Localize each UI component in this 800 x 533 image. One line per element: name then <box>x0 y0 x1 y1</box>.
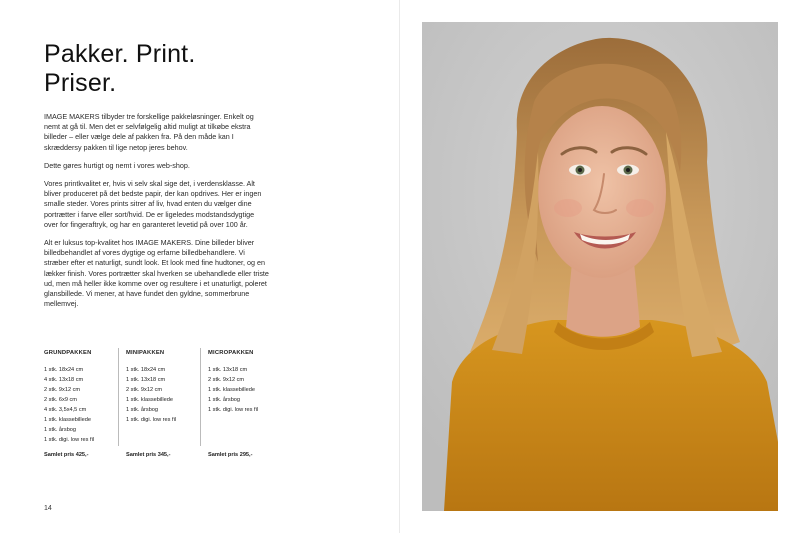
paragraph-retouching: Alt er luksus top-kvalitet hos IMAGE MAKERS. Dine billeder bliver billedbehandlet af vores dygtige og erfarne billedbehandlere. Vi stræber efter et naturligt, sundt look. Et look med fine hudtoner, og en lækker finish. Vores portrætter skal hverken se ubehandlede eller triste ud, men må heller ikke komme over og resultere i et unaturligt, poleret glansbillede. Vi mener, at have fundet den gyldne, sommerbrune mellemvej. <box>44 238 269 309</box>
portrait-illustration <box>422 22 778 511</box>
package-item: 1 stk. klassebillede <box>126 397 173 403</box>
package-item: 1 stk. 13x18 cm <box>126 377 166 383</box>
package-name: MINIPAKKEN <box>126 350 165 356</box>
paragraph-webshop: Dette gøres hurtigt og nemt i vores web-shop. <box>44 160 190 170</box>
portrait-photo <box>422 22 778 511</box>
page-title <box>44 40 195 98</box>
package-total-price: Samlet pris 425,- <box>44 452 89 458</box>
package-item: 1 stk. 18x24 cm <box>126 367 166 373</box>
package-item: 1 stk. 13x18 cm <box>208 367 248 373</box>
package-items <box>126 365 206 425</box>
package-item: 1 stk. digi. low res fil <box>126 417 177 423</box>
pupil-right <box>626 168 630 172</box>
package-total-price: Samlet pris 345,- <box>126 452 171 458</box>
package-item: 1 stk. årsbog <box>208 397 241 403</box>
package-column-minipakken <box>126 348 206 466</box>
package-item: 2 stk. 9x12 cm <box>208 377 245 383</box>
package-item: 1 stk. digi. low res fil <box>44 437 95 443</box>
body-text <box>44 112 270 317</box>
package-item: 1 stk. klassebillede <box>208 387 255 393</box>
page-number: 14 <box>44 505 52 512</box>
package-column-micropakken <box>208 348 288 466</box>
package-total-price: Samlet pris 295,- <box>208 452 253 458</box>
package-item: 4 stk. 3,5x4,5 cm <box>44 407 87 413</box>
package-item: 1 stk. årsbog <box>44 427 77 433</box>
package-items <box>44 365 124 445</box>
pupil-left <box>578 168 582 172</box>
cheek-right <box>626 199 654 217</box>
package-table <box>44 348 300 466</box>
package-item: 1 stk. 18x24 cm <box>44 367 84 373</box>
title-line-2: Priser. <box>44 69 117 97</box>
paragraph-print-quality: Vores printkvalitet er, hvis vi selv skal sige det, i verdensklasse. Alt bliver produceret på det bedste papir, der kan opdrives. Her er ingen smalle steder. Vores prints sitrer af liv, hvad enten du vælger dine portrætter i farve eller sort/hvid. De er ligeledes modstandsdygtige over for fingeraftryk, og har en garanteret levetid på over 100 år. <box>44 179 262 229</box>
package-name: GRUNDPAKKEN <box>44 350 92 356</box>
title-line-1: Pakker. Print. <box>44 40 196 68</box>
paragraph-intro: IMAGE MAKERS tilbyder tre forskellige pakkeløsninger. Enkelt og nemt at gå til. Men det er selvfølgelig altid muligt at tilkøbe ekstra billeder – eller vælge dele af pakken fra. På den måde kan I skræddersy pakken til lige netop jeres behov. <box>44 112 254 152</box>
package-item: 2 stk. 9x12 cm <box>44 387 81 393</box>
package-item: 2 stk. 6x9 cm <box>44 397 77 403</box>
package-column-grundpakken <box>44 348 124 466</box>
package-item: 2 stk. 9x12 cm <box>126 387 163 393</box>
package-item: 1 stk. årsbog <box>126 407 159 413</box>
package-item: 4 stk. 13x18 cm <box>44 377 84 383</box>
package-name: MICROPAKKEN <box>208 350 254 356</box>
right-page <box>400 0 800 533</box>
package-item: 1 stk. klassebillede <box>44 417 91 423</box>
package-items <box>208 365 288 415</box>
package-item: 1 stk. digi. low res fil <box>208 407 259 413</box>
cheek-left <box>554 199 582 217</box>
